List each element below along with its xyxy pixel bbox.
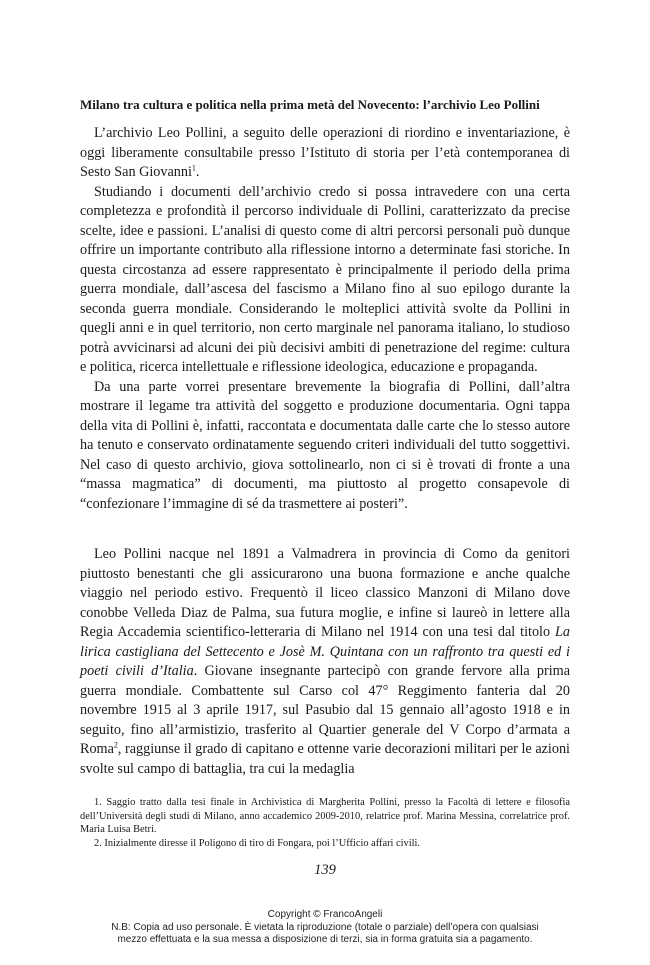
paragraph-3: Da una parte vorrei presentare brevemente la biografia di Pollini, dall’altra mostrare il legame tra attività del soggetto e produzione documentaria. Ogni tappa della vita di Pollini è, infatti, raccontata e documentata dalle carte che lo stesso autore ha tenuto e conservato ordinatamente seguendo criteri individuali del tutto soggettivi. Nel caso di questo archivio, giova sottolinearlo, non ci si è trovati di fronte a una “massa magmatica” di documenti, ma piuttosto al progetto consapevole di “confezionare l’immagine di sé da trasmettere ai posteri”.: [80, 378, 570, 512]
page-number: 139: [314, 862, 336, 878]
paragraph-2: Studiando i documenti dell’archivio credo si possa intravedere con una certa completezza e profondità il percorso individuale di Pollini, caratterizzato da precise scelte, idee e passioni. L’analisi di questo come di altri percorsi personali può dunque offrire un importante contributo alla riflessione intorno a determinate fasi storiche. In questa circostanza ad essere rappresentato è principalmente il periodo della prima guerra mondiale, dall’ascesa del fascismo a Milano fino al suo epilogo durante la seconda guerra mondiale. Considerando le molteplici attività svolte da Pollini in quegli anni e in quel territorio, non certo marginale nel panorama italiano, lo studioso potrà avvicinarsi ad alcuni dei più decisivi ambiti di penetrazione del regime: cultura e politica, ricerca intellettuale e riflessione ideologica, educazione e propaganda.: [80, 183, 570, 375]
paragraph-1-text: L’archivio Leo Pollini, a seguito delle operazioni di riordino e inventariazione, è oggi liberamente consultabile presso l’Istituto di storia per l’età contemporanea di Sesto San Giovanni: [80, 125, 570, 180]
paragraph-4-text-b: . Giovane insegnante partecipò con grande fervore alla prima guerra mondiale. Combattente sul Carso col 47° Reggimento fanteria dal 20 novembre 1915 al 3 aprile 1917, sul Pasubio dal 15 gennaio all’agosto 1918 e in seguito, fino all’armistizio, trasferito al Quartier generale del V Corpo d’armata a Roma: [80, 663, 570, 757]
body-section-intro: [80, 124, 570, 514]
copyright-line-1: Copyright © FrancoAngeli: [267, 909, 383, 920]
article-title: Milano tra cultura e politica nella prima metà del Novecento: l’archivio Leo Pollini: [80, 97, 540, 112]
paragraph-1: [80, 124, 570, 183]
footnote-1: 1. Saggio tratto dalla tesi finale in Archivistica di Margherita Pollini, presso la Facoltà di lettere e filosofia dell’Università degli studi di Milano, anno accademico 2009-2010, relatrice prof. Marina Messina, correlatrice prof. Maria Luisa Betri.: [80, 797, 570, 836]
paragraph-4: [80, 545, 570, 779]
footnote-2: 2. Inizialmente diresse il Poligono di tiro di Fongara, poi l’Ufficio affari civili.: [94, 837, 420, 849]
footnote-ref-1[interactable]: 1: [191, 163, 196, 173]
footnotes: [80, 796, 570, 850]
copyright-line-2: N.B: Copia ad uso personale. È vietata la riproduzione (totale o parziale) dell’opera con qualsiasi: [111, 921, 539, 933]
paragraph-4-text-c: , raggiunse il grado di capitano e ottenne varie decorazioni militari per le azioni svolte sul campo di battaglia, tra cui la medaglia: [80, 741, 570, 777]
copyright-notice: [0, 909, 650, 947]
thesis-title: La lirica castigliana del Settecento e Josè M. Quintana con un raffronto tra questi ed i poeti civili d’Italia: [80, 624, 570, 679]
paragraph-4-text-a: Leo Pollini nacque nel 1891 a Valmadrera in provincia di Como da genitori piuttosto benestanti che gli assicurarono una buona formazione e anche qualche viaggio nel periodo estivo. Frequentò il liceo classico Manzoni di Milano dove conobbe Velleda Diaz de Palma, sua futura moglie, e infine si laureò in lettere alla Regia Accademia scientifico-letteraria di Milano nel 1914 con una tesi dal titolo: [80, 546, 570, 640]
body-section-biography: [80, 545, 570, 779]
footnote-ref-2[interactable]: 2: [113, 740, 118, 750]
paragraph-1-end: .: [195, 164, 200, 180]
copyright-line-3: mezzo effettuata e la sua messa a disposizione di terzi, sia in forma gratuita sia a pagamento.: [117, 934, 533, 945]
